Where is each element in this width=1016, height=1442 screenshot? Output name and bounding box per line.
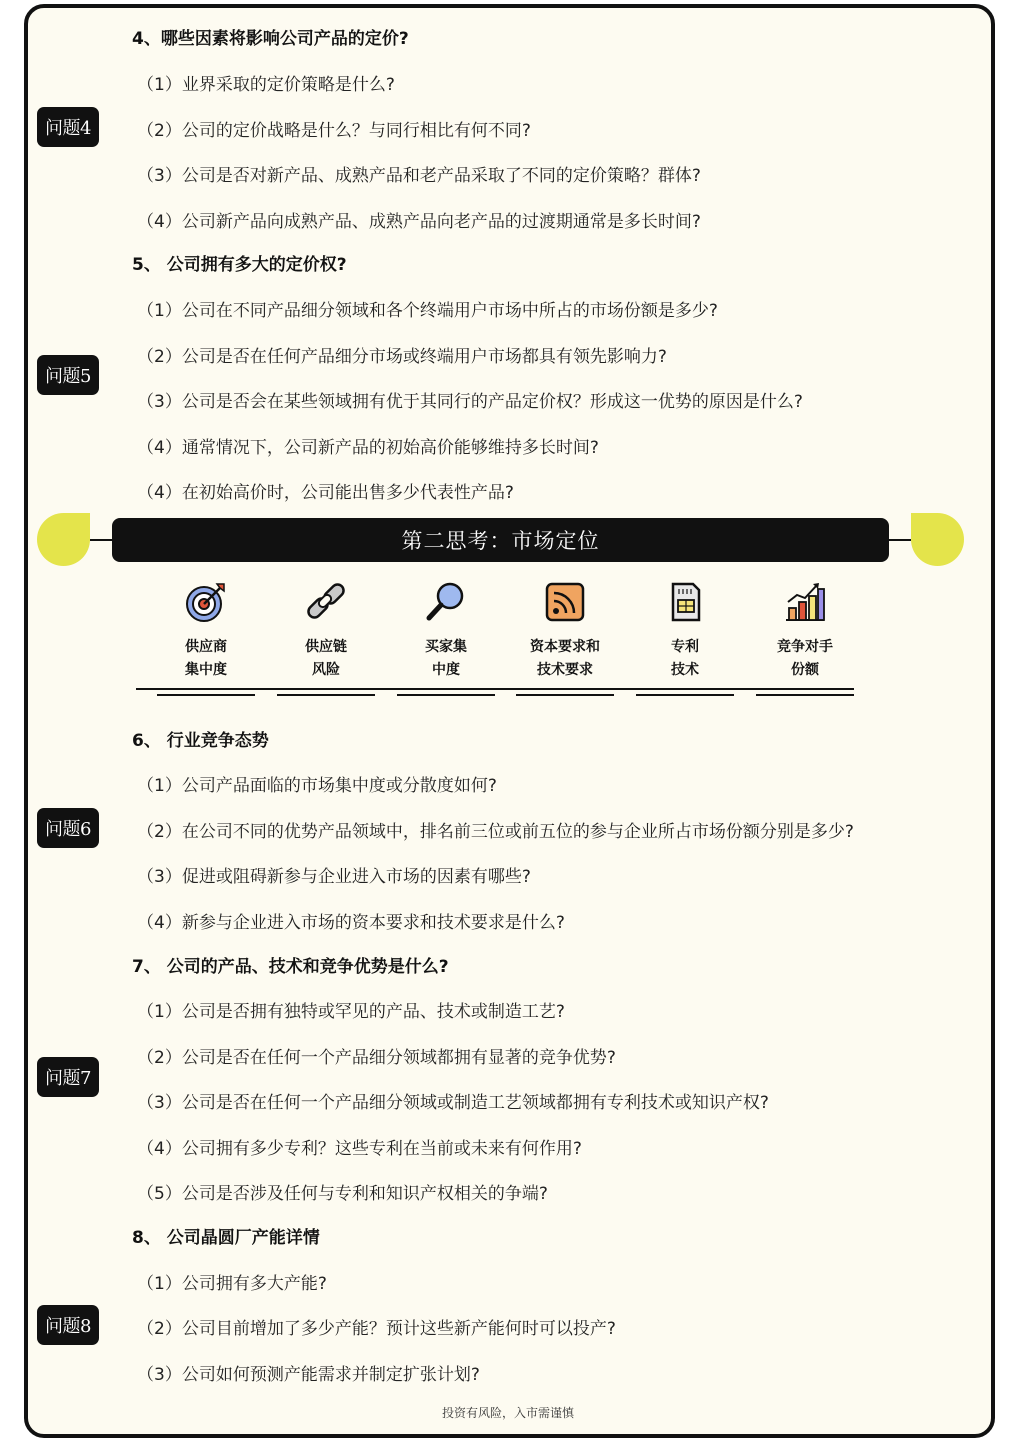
icon-underline bbox=[756, 694, 854, 696]
icon-label: 专利 技术 bbox=[671, 639, 699, 678]
icon-tile-supplier bbox=[157, 580, 255, 682]
chain-link-icon bbox=[304, 580, 348, 624]
question-item: （2）公司是否在任何产品细分市场或终端用户市场都具有领先影响力? bbox=[137, 347, 667, 367]
question-title: 5、 公司拥有多大的定价权? bbox=[132, 255, 347, 275]
icon-label: 买家集 中度 bbox=[425, 639, 467, 678]
target-icon bbox=[184, 580, 228, 624]
icon-underline bbox=[277, 694, 375, 696]
leaf-decoration-right bbox=[911, 513, 964, 566]
question-item: （1）公司是否拥有独特或罕见的产品、技术或制造工艺? bbox=[137, 1002, 565, 1022]
icon-tile-competitor bbox=[756, 580, 854, 682]
question-item: （3）公司是否在任何一个产品细分领域或制造工艺领域都拥有专利技术或知识产权? bbox=[137, 1093, 769, 1113]
question-item: （4）公司新产品向成熟产品、成熟产品向老产品的过渡期通常是多长时间? bbox=[137, 212, 701, 232]
sim-card-icon bbox=[663, 580, 707, 624]
question-badge: 问题5 bbox=[37, 355, 99, 395]
question-item: （3）公司是否会在某些领域拥有优于其同行的产品定价权？形成这一优势的原因是什么? bbox=[137, 392, 803, 412]
icon-tile-patent bbox=[636, 580, 734, 682]
icon-label: 资本要求和 技术要求 bbox=[530, 639, 600, 678]
connector-line-left bbox=[90, 539, 112, 541]
question-item: （1）业界采取的定价策略是什么? bbox=[137, 75, 395, 95]
question-item: （5）公司是否涉及任何与专利和知识产权相关的争端? bbox=[137, 1184, 548, 1204]
question-item: （3）公司是否对新产品、成熟产品和老产品采取了不同的定价策略？群体? bbox=[137, 166, 701, 186]
question-item: （4）公司拥有多少专利？这些专利在当前或未来有何作用? bbox=[137, 1139, 582, 1159]
question-item: （4）通常情况下，公司新产品的初始高价能够维持多长时间? bbox=[137, 438, 599, 458]
icon-underline bbox=[157, 694, 255, 696]
magnifier-icon bbox=[424, 580, 468, 624]
question-title: 8、 公司晶圆厂产能详情 bbox=[132, 1228, 320, 1248]
question-badge: 问题7 bbox=[37, 1057, 99, 1097]
section-header: 第二思考：市场定位 bbox=[112, 518, 889, 562]
rss-feed-icon bbox=[543, 580, 587, 624]
bar-chart-icon bbox=[783, 580, 827, 624]
icon-tile-buyer bbox=[397, 580, 495, 682]
question-item: （2）公司是否在任何一个产品细分领域都拥有显著的竞争优势? bbox=[137, 1048, 616, 1068]
question-item: （4）新参与企业进入市场的资本要求和技术要求是什么? bbox=[137, 913, 565, 933]
question-item: （1）公司在不同产品细分领域和各个终端用户市场中所占的市场份额是多少? bbox=[137, 301, 718, 321]
icon-row-rule bbox=[136, 688, 854, 690]
question-title: 7、 公司的产品、技术和竞争优势是什么? bbox=[132, 957, 449, 977]
question-badge: 问题6 bbox=[37, 808, 99, 848]
question-title: 4、哪些因素将影响公司产品的定价? bbox=[132, 29, 409, 49]
icon-label: 供应链 风险 bbox=[305, 639, 347, 678]
icon-tile-chain bbox=[277, 580, 375, 682]
question-item: （3）公司如何预测产能需求并制定扩张计划? bbox=[137, 1365, 480, 1385]
icon-underline bbox=[516, 694, 614, 696]
icon-tile-capital bbox=[516, 580, 614, 682]
question-badge: 问题4 bbox=[37, 107, 99, 147]
question-item: （4）在初始高价时，公司能出售多少代表性产品? bbox=[137, 483, 514, 503]
question-badge: 问题8 bbox=[37, 1305, 99, 1345]
icon-label: 供应商 集中度 bbox=[185, 639, 227, 678]
question-title: 6、 行业竞争态势 bbox=[132, 731, 269, 751]
icon-underline bbox=[397, 694, 495, 696]
footer-disclaimer: 投资有风险，入市需谨慎 bbox=[441, 1406, 574, 1420]
leaf-decoration-left bbox=[37, 513, 90, 566]
connector-line-right bbox=[889, 539, 911, 541]
icon-label: 竞争对手 份额 bbox=[777, 639, 833, 678]
question-item: （1）公司拥有多大产能? bbox=[137, 1274, 327, 1294]
question-item: （2）在公司不同的优势产品领域中，排名前三位或前五位的参与企业所占市场份额分别是多少? bbox=[137, 822, 854, 842]
question-item: （3）促进或阻碍新参与企业进入市场的因素有哪些? bbox=[137, 867, 531, 887]
icon-underline bbox=[636, 694, 734, 696]
question-item: （2）公司的定价战略是什么？与同行相比有何不同? bbox=[137, 121, 531, 141]
question-item: （2）公司目前增加了多少产能？预计这些新产能何时可以投产? bbox=[137, 1319, 616, 1339]
question-item: （1）公司产品面临的市场集中度或分散度如何? bbox=[137, 776, 497, 796]
